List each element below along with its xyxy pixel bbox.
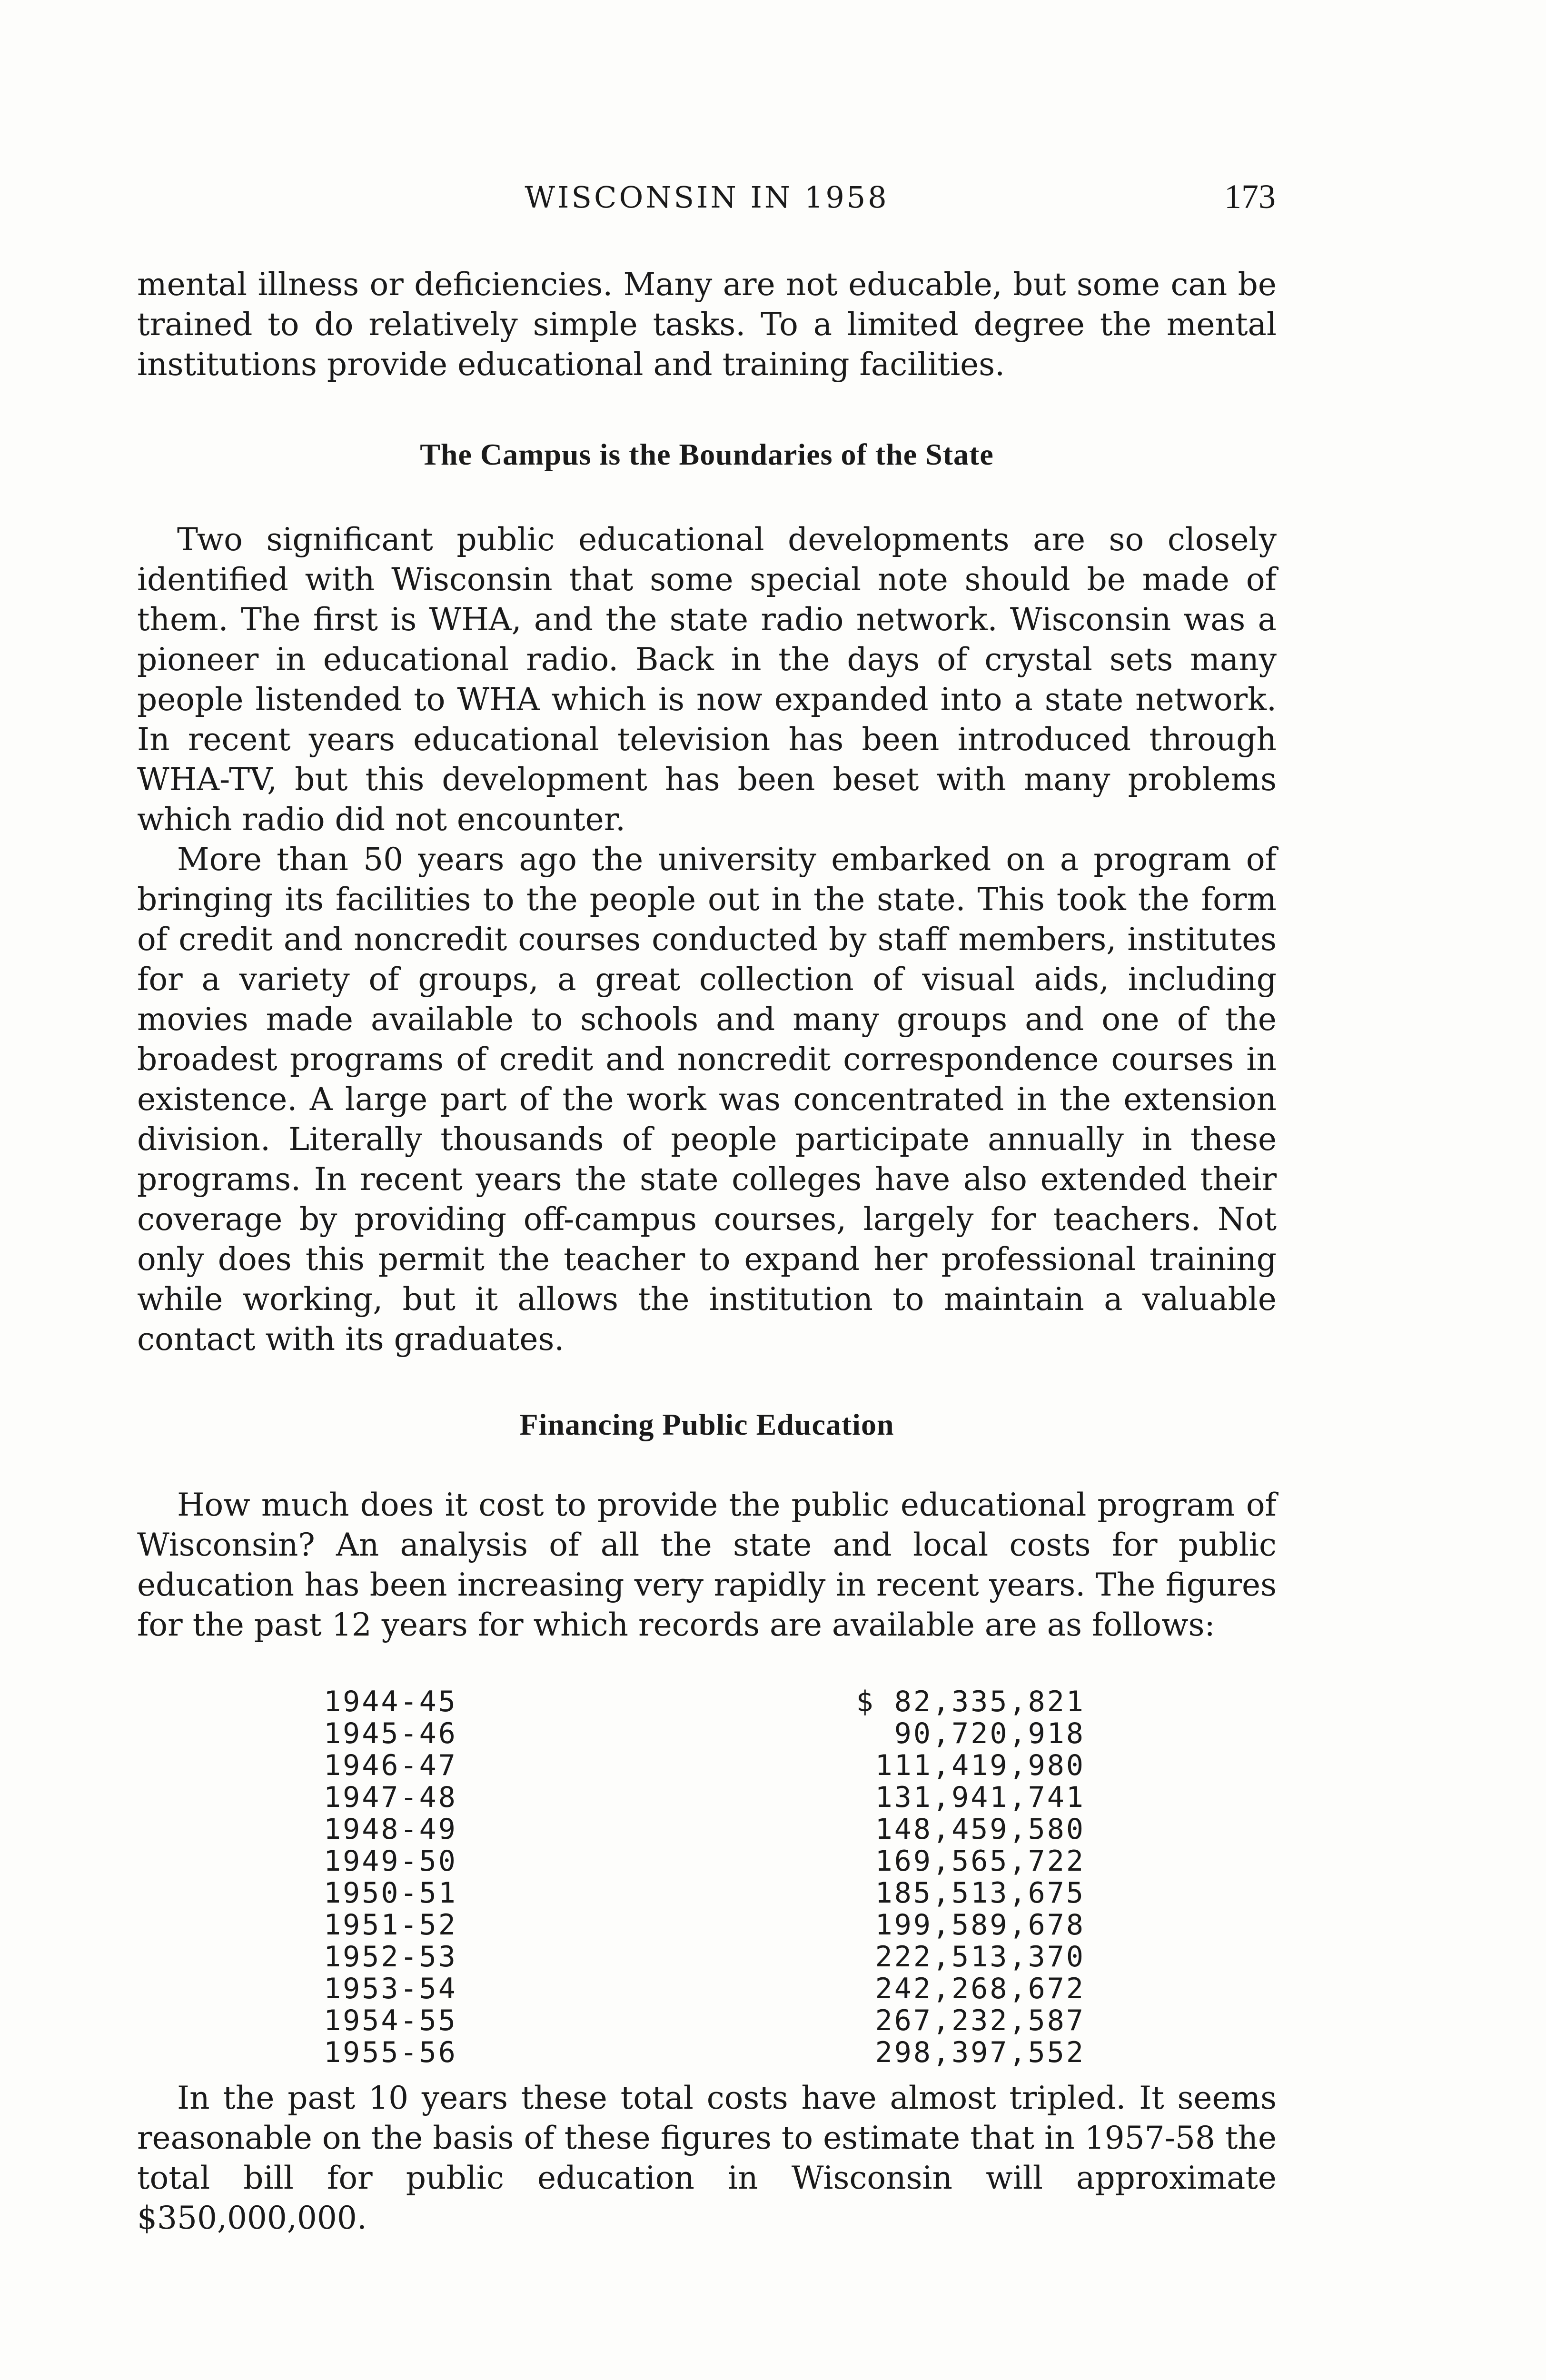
section-heading-campus: The Campus is the Boundaries of the State <box>420 437 994 471</box>
table-row <box>324 1814 1085 1845</box>
table-amount: 90,720,918 <box>894 1717 1085 1750</box>
table-year: 1954-55 <box>324 2004 457 2037</box>
table-row <box>324 1782 1085 1814</box>
table-year: 1947-48 <box>324 1781 457 1814</box>
table-year: 1944-45 <box>324 1685 457 1718</box>
table-row <box>324 1909 1085 1941</box>
table-row <box>324 1941 1085 1973</box>
section-heading-financing: Financing Public Education <box>519 1408 894 1441</box>
table-year: 1949-50 <box>324 1844 457 1878</box>
table-amount: 148,459,580 <box>875 1813 1085 1846</box>
campus-section-body <box>137 520 1277 1359</box>
table-year: 1950-51 <box>324 1876 457 1910</box>
table-year: 1952-53 <box>324 1940 457 1973</box>
table-amount: 131,941,741 <box>875 1781 1085 1814</box>
table-row <box>324 2037 1085 2069</box>
table-year: 1948-49 <box>324 1813 457 1846</box>
intro-text: mental illness or deficiencies. Many are not educable, but some can be trained to do relatively simple tasks. To a limited degree the mental institutions provide educational and training facilities. <box>137 266 1277 383</box>
financing-paragraph-1: How much does it cost to provide the public educational program of Wisconsin? An analysis of all the state and local costs for public education has been increasing very rapidly in recent years. The figures for the past 12 years for which records are available are as follows: <box>137 1487 1277 1643</box>
table-amount: 111,419,980 <box>875 1749 1085 1782</box>
table-row <box>324 1718 1085 1750</box>
table-row <box>324 1973 1085 2005</box>
table-row <box>324 1845 1085 1877</box>
table-year: 1955-56 <box>324 2036 457 2069</box>
education-cost-table <box>324 1686 1085 2069</box>
table-row <box>324 1877 1085 1909</box>
intro-paragraph <box>137 265 1277 385</box>
table-amount: 185,513,675 <box>875 1876 1085 1910</box>
page-header <box>138 177 1276 229</box>
table-year: 1953-54 <box>324 1972 457 2005</box>
table-year: 1945-46 <box>324 1717 457 1750</box>
page-number: 173 <box>1224 178 1276 216</box>
table-row <box>324 1750 1085 1782</box>
table-row <box>324 1686 1085 1718</box>
table-amount: 169,565,722 <box>875 1844 1085 1878</box>
table-amount: 267,232,587 <box>875 2004 1085 2037</box>
campus-paragraph-2: More than 50 years ago the university embarked on a program of bringing its facilities to the people out in the state. This took the form of credit and noncredit courses conducted by staff members, institutes for a variety of groups, a great collection of visual aids, including movies made available to schools and many groups and one of the broadest programs of credit and noncredit correspondence courses in existence. A large part of the work was concentrated in the extension division. Literally thousands of people participate annually in these programs. In recent years the state colleges have also extended their coverage by providing off-campus courses, largely for teachers. Not only does this permit the teacher to expand her professional training while working, but it allows the institution to maintain a valuable contact with its graduates. <box>137 841 1277 1358</box>
table-amount: 242,268,672 <box>875 1972 1085 2005</box>
financing-conclusion <box>137 2078 1277 2238</box>
table-amount: $ 82,335,821 <box>856 1685 1085 1718</box>
financing-paragraph-2: In the past 10 years these total costs have almost tripled. It seems reasonable on the basis of these figures to estimate that in 1957-58 the total bill for public education in Wisconsin will approximate $350,000,000. <box>137 2080 1277 2236</box>
table-amount: 222,513,370 <box>875 1940 1085 1973</box>
table-year: 1946-47 <box>324 1749 457 1782</box>
table-amount: 199,589,678 <box>875 1908 1085 1942</box>
running-head: WISCONSIN IN 1958 <box>525 180 889 215</box>
table-amount: 298,397,552 <box>875 2036 1085 2069</box>
campus-paragraph-1: Two significant public educational developments are so closely identified with Wisconsin that some special note should be made of them. The first is WHA, and the state radio network. Wisconsin was a pioneer in educational radio. Back in the days of crystal sets many people listended to WHA which is now expanded into a state network. In recent years educational television has been introduced through WHA-TV, but this development has been beset with many problems which radio did not encounter. <box>137 521 1277 838</box>
table-year: 1951-52 <box>324 1908 457 1942</box>
financing-intro <box>137 1485 1277 1645</box>
table-row <box>324 2005 1085 2037</box>
